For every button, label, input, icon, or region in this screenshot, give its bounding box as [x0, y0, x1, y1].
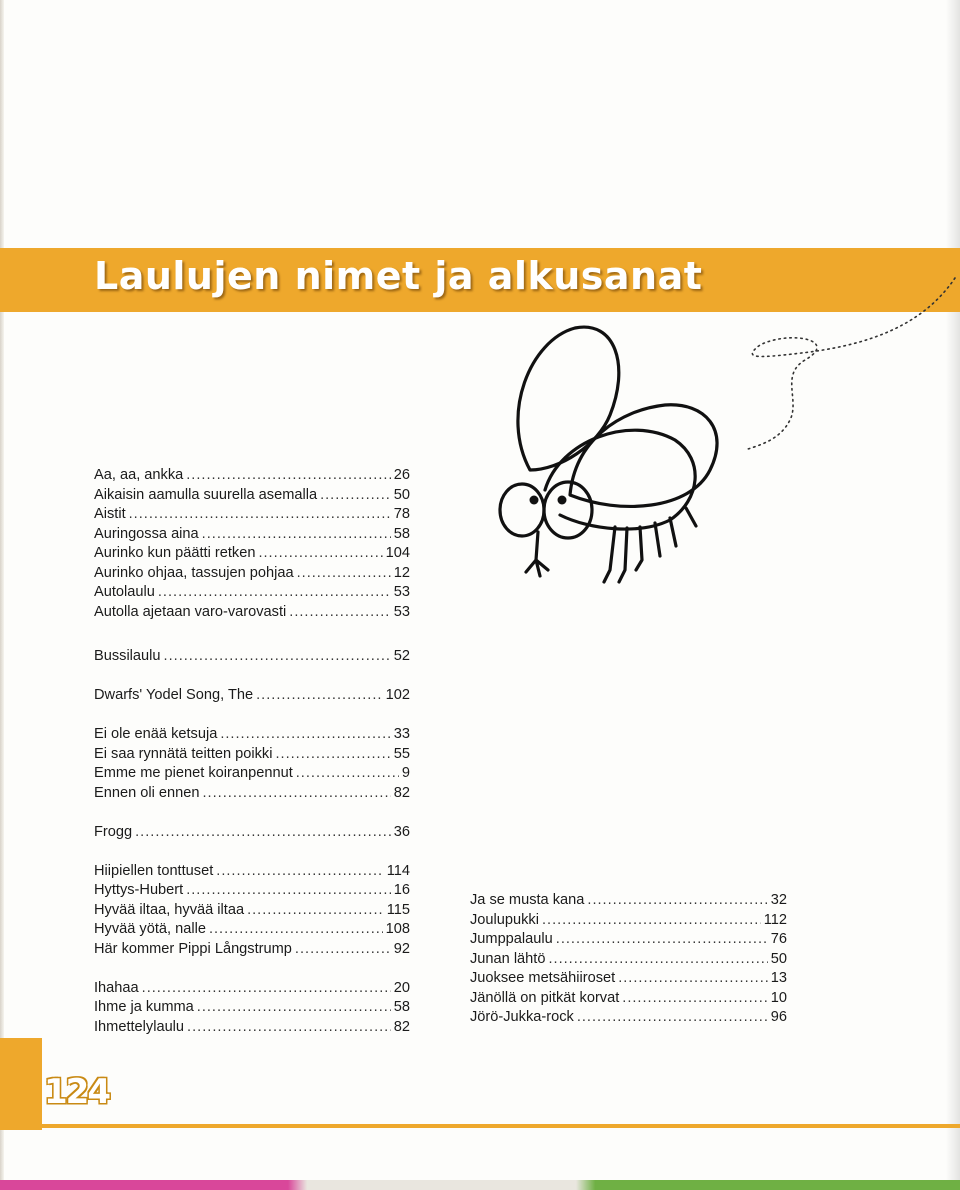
toc-group-h — [94, 862, 410, 960]
toc-entry — [94, 881, 410, 901]
page-ref: 33 — [393, 726, 410, 742]
song-title: Joulupukki — [470, 911, 539, 928]
color-strip — [0, 1180, 960, 1190]
toc-group-d-1 — [94, 686, 410, 706]
page-ref: 10 — [770, 989, 787, 1006]
dot-leader — [542, 911, 761, 931]
page-ref: 26 — [393, 467, 410, 483]
dot-leader — [275, 745, 390, 765]
song-title: Aurinko ohjaa, tassujen pohjaa — [94, 564, 294, 581]
song-title: Autolla ajetaan varo-varovasti — [94, 603, 287, 620]
toc-left-column — [94, 466, 410, 1037]
page-ref: 9 — [401, 765, 410, 781]
page-tab-marker — [0, 1038, 42, 1130]
song-title: Ennen oli ennen — [94, 784, 200, 801]
page-ref: 50 — [770, 950, 787, 967]
fly-drawing-icon — [490, 320, 740, 590]
toc-entry — [94, 647, 410, 667]
song-title: Här kommer Pippi Långstrump — [94, 940, 292, 957]
page-ref: 32 — [770, 892, 787, 908]
page-title: Laulujen nimet ja alkusanat — [94, 254, 703, 298]
page-ref: 108 — [385, 921, 410, 937]
dot-leader — [203, 784, 391, 804]
footer-rule — [0, 1124, 960, 1128]
dot-leader — [618, 969, 768, 989]
page-ref: 115 — [386, 901, 410, 918]
song-title: Aistit — [94, 506, 126, 522]
toc-entry — [94, 1018, 410, 1038]
page-ref: 96 — [770, 1009, 787, 1025]
song-title: Ei saa rynnätä teitten poikki — [94, 745, 273, 762]
toc-group-b — [94, 647, 410, 667]
toc-entry — [94, 784, 410, 804]
dot-leader — [297, 564, 391, 584]
page-ref: 12 — [393, 564, 410, 581]
page-ref: 82 — [393, 784, 410, 801]
song-title: Autolaulu — [94, 584, 155, 600]
toc-entry — [94, 686, 410, 706]
toc-entry — [470, 1008, 787, 1028]
page-ref: 53 — [393, 603, 410, 620]
toc-entry — [94, 603, 410, 623]
toc-entry — [94, 764, 410, 784]
dot-leader — [197, 998, 391, 1018]
toc-entry — [94, 940, 410, 960]
page-ref: 52 — [393, 648, 410, 664]
toc-group-i — [94, 979, 410, 1038]
song-title: Ei ole enää ketsuja — [94, 726, 218, 742]
page-ref: 76 — [770, 931, 787, 947]
page-ref: 13 — [770, 970, 787, 986]
toc-entry — [94, 564, 410, 584]
song-title: Ihahaa — [94, 979, 139, 996]
toc-entry — [94, 823, 410, 843]
page-ref: 20 — [393, 979, 410, 996]
song-title: Aurinko kun päätti retken — [94, 545, 256, 561]
dot-leader — [577, 1008, 768, 1028]
song-title: Hiipiellen tonttuset — [94, 862, 214, 879]
title-banner — [0, 248, 960, 312]
dot-leader — [187, 1018, 391, 1038]
page-ref: 92 — [393, 940, 410, 957]
dot-leader — [129, 505, 391, 525]
page-ref: 102 — [385, 687, 410, 703]
dot-leader — [295, 940, 391, 960]
page-ref: 16 — [393, 882, 410, 898]
dot-leader — [186, 881, 391, 901]
dot-leader — [247, 901, 384, 921]
page-ref: 55 — [393, 745, 410, 762]
page-ref: 82 — [393, 1018, 410, 1035]
toc-entry — [94, 505, 410, 525]
dot-leader — [587, 891, 767, 911]
song-title: Aikaisin aamulla suurella asemalla — [94, 486, 318, 503]
song-title: Junan lähtö — [470, 950, 546, 967]
dot-leader — [186, 466, 391, 486]
toc-entry — [470, 930, 787, 950]
page-ref: 78 — [393, 506, 410, 522]
toc-entry — [94, 745, 410, 765]
dot-leader — [135, 823, 391, 843]
toc-group-j — [470, 891, 787, 1028]
page-ref: 53 — [393, 584, 410, 600]
song-title: Jumppalaulu — [470, 931, 553, 947]
dot-leader — [216, 862, 383, 882]
page-ref: 114 — [386, 862, 410, 879]
page-ref: 104 — [385, 545, 410, 561]
page-ref: 112 — [763, 911, 787, 928]
toc-group-f — [94, 823, 410, 843]
song-title: Ja se musta kana — [470, 892, 585, 908]
toc-entry — [470, 969, 787, 989]
song-title: Bussilaulu — [94, 648, 161, 664]
song-title: Hyvää iltaa, hyvää iltaa — [94, 901, 245, 918]
song-title: Ihme ja kumma — [94, 999, 194, 1015]
toc-entry — [94, 725, 410, 745]
toc-entry — [94, 466, 410, 486]
page-ref: 58 — [393, 999, 410, 1015]
toc-entry — [94, 998, 410, 1018]
dot-leader — [548, 950, 767, 970]
toc-entry — [470, 911, 787, 931]
dot-leader — [258, 544, 382, 564]
dot-leader — [202, 525, 391, 545]
page-ref: 58 — [393, 525, 410, 542]
toc-entry — [470, 989, 787, 1009]
page-ref: 36 — [393, 823, 410, 840]
dot-leader — [164, 647, 391, 667]
dot-leader — [622, 989, 768, 1009]
dot-leader — [220, 725, 390, 745]
toc-entry — [94, 583, 410, 603]
song-title: Frogg — [94, 823, 133, 840]
song-title: Ihmettelylaulu — [94, 1018, 185, 1035]
toc-entry — [94, 525, 410, 545]
song-title: Juoksee metsähiiroset — [470, 970, 616, 986]
toc-entry — [94, 920, 410, 940]
toc-entry — [94, 544, 410, 564]
toc-entry — [94, 486, 410, 506]
page-edge — [0, 0, 4, 1190]
page-shadow — [946, 0, 960, 1190]
song-title: Hyvää yötä, nalle — [94, 921, 206, 937]
song-title: Hyttys-Hubert — [94, 882, 184, 898]
toc-entry — [470, 950, 787, 970]
dot-leader — [256, 686, 383, 706]
dot-leader — [556, 930, 768, 950]
toc-group-a — [94, 466, 410, 622]
page-ref: 50 — [393, 486, 410, 503]
toc-entry — [470, 891, 787, 911]
dot-leader — [289, 603, 391, 623]
dot-leader — [142, 979, 391, 999]
song-title: Aa, aa, ankka — [94, 467, 184, 483]
page-number: 124 — [44, 1072, 109, 1112]
dot-leader — [296, 764, 399, 784]
song-title: Jänöllä on pitkät korvat — [470, 989, 620, 1006]
toc-entry — [94, 901, 410, 921]
toc-group-e — [94, 725, 410, 803]
toc-entry — [94, 862, 410, 882]
song-title: Jörö-Jukka-rock — [470, 1009, 574, 1025]
toc-entry — [94, 979, 410, 999]
song-title: Dwarfs' Yodel Song, The — [94, 687, 254, 703]
dot-leader — [158, 583, 391, 603]
dot-leader — [209, 920, 383, 940]
dot-leader — [320, 486, 391, 506]
toc-right-column — [470, 891, 787, 1028]
song-title: Emme me pienet koiranpennut — [94, 765, 293, 781]
song-title: Auringossa aina — [94, 525, 199, 542]
